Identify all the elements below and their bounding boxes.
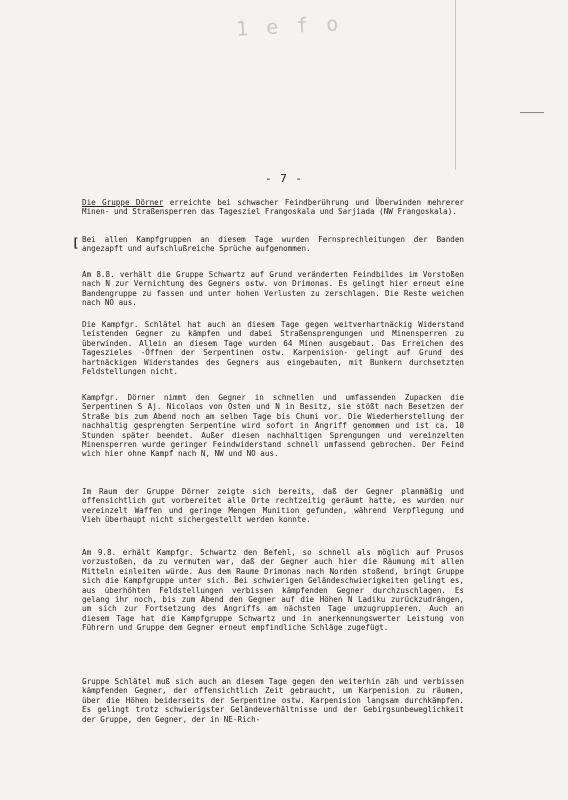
paragraph-8: [82, 677, 464, 724]
paragraph-text: Gruppe Schlätel muß sich auch an diesem Tage gegen den weiterhin zäh und verbissen kämpfenden Gegner, der offensichtlich Zeit gebraucht, um Karpenision zu räumen, über die Höhen beiderseits der Serpentine ostw. Karpenision langsam durchkämpfen. Es gelingt trotz schwierigster Geländeverhältnisse und der Gebirgsunbeweglichkeit der Gruppe, den Gegner, der in NE-Rich-: [82, 677, 464, 724]
margin-dash: [520, 112, 544, 113]
paragraph-text: Am 9.8. erhält Kampfgr. Schwartz den Befehl, so schnell als möglich auf Prusos vorzustoßen, da zu vermuten war, daß der Gegner auch hier die Räumung mit allen Mitteln einleiten würde. Aus dem Raume Drimonas nach Norden stoßend, bringt Gruppe sich die Kampfgruppe unter sich. Bei schwierigen Geländeschwierigkeiten gelingt es, aus überhöhten Feldstellungen verbissen kämpfenden Gegner durchzuschlagen. Es gelang ihr noch, bis zum Abend den Gegner auf die Höhen N Ladiku zurückzudrängen, um sich zur Fortsetzung des Angriffs am nächsten Tage umzugruppieren. Auch an diesem Tage hat die Kampfgruppe Schwartz und in anerkennungswerter Leistung von Führern und Gruppe dem Gegner erneut empfindliche Schläge zugefügt.: [82, 548, 464, 633]
paragraph-2: [82, 235, 464, 254]
paragraph-text: Bei allen Kampfgruppen an diesem Tage wurden Fernsprechleitungen der Banden angezapft und aufschlußreiche Sprüche aufgenommen.: [82, 235, 464, 254]
fold-line: [455, 0, 456, 170]
paragraph-4: [82, 320, 464, 376]
paragraph-3: [82, 270, 464, 308]
page-number: - 7 -: [264, 172, 304, 185]
paragraph-lead: Die Gruppe Dörner: [82, 198, 164, 207]
paragraph-5: [82, 393, 464, 459]
paragraph-text: erreichte bei schwacher Feindberührung und Überwinden mehrerer Minen- und Straßensperren das Tagesziel Frangoskala und Sarjiada (NW Frangoskala).: [82, 198, 464, 217]
paragraph-text: Kampfgr. Dörner nimmt den Gegner in schnellen und umfassenden Zupacken die Serpentinen S Aj. Nicolaos von Osten und N in Besitz, sie stößt nach Besetzen der Straße bis zum Abend noch am selben Tage bis Chumi vor. Die Wiederherstellung der nachhaltig gesprengten Serpentine wird sofort in Angriff genommen und ist ca. 10 Stunden später beendet. Außer diesen nachhaltigen Sprengungen und vereinzelten Minensperren wurde geringer Feindwiderstand schnell umfassend gebrochen. Der Feind wich hier ohne Kampf nach N, NW und NO aus.: [82, 393, 464, 459]
faded-stamp: 1 e f o: [235, 11, 342, 41]
paragraph-1: [82, 198, 464, 217]
paragraph-text: Am 8.8. verhält die Gruppe Schwartz auf Grund veränderten Feindbildes im Vorstoßen nach N zur Vernichtung des Gegners ostw. von Drimonas. Es gelingt hier erneut eine Bandengruppe zu fassen und unter hohen Verlusten zu zerschlagen. Die Reste weichen nach NO aus.: [82, 270, 464, 308]
margin-bracket-mark: [: [72, 236, 80, 250]
paragraph-text: Die Kampfgr. Schlätel hat auch an diesem Tage gegen weitverhartnäckig Widerstand leistenden Gegner zu kämpfen und dabei Straßensprengungen und Minensperren zu überwinden. Allein an diesem Tage wurden 64 Minen ausgebaut. Das Erreichen des Tageszieles -Öffnen der Serpentinen ostw. Karpenision- gelingt auf Grund des hartnäckigen Widerstandes des Gegners aus eingebauten, mit Bunkern durchsetzten Feldstellungen nicht.: [82, 320, 464, 377]
paragraph-6: [82, 487, 464, 525]
paragraph-7: [82, 548, 464, 633]
paragraph-text: Im Raum der Gruppe Dörner zeigte sich bereits, daß der Gegner planmäßig und offensichtlich gut vorbereitet alle Orte rechtzeitig geräumt hatte, es wurden nur vereinzelt Waffen und geringe Mengen Munition gefunden, während Verpflegung und Vieh überhaupt nicht sichergestellt werden konnte.: [82, 487, 464, 525]
